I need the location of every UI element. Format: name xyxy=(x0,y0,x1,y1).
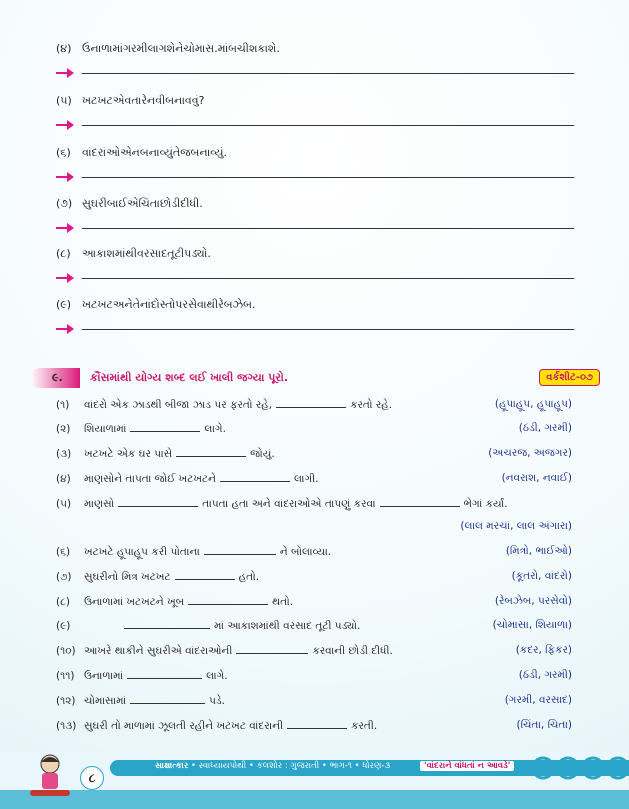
blank-input[interactable] xyxy=(236,644,308,654)
answer-line-4[interactable] xyxy=(56,64,574,76)
section-number-badge: ૯. xyxy=(30,368,80,388)
arrow-right-icon xyxy=(56,269,74,288)
fill-row-8: (૮) ઉનાળામાં ખટખટને ખૂબ થતો. (રેબઝેબ, પરસેવો) xyxy=(56,595,572,608)
section-title: કૌંસમાંથી યોગ્ય શબ્દ લઈ ખાલી જગ્યા પૂરો. xyxy=(90,371,289,384)
arrow-right-icon xyxy=(56,116,74,135)
blank-input[interactable] xyxy=(380,497,460,507)
blank-input[interactable] xyxy=(204,545,276,555)
chapter-title: 'વાંદરાને વાંધતાં ન આવડે' xyxy=(420,761,514,771)
blank-input[interactable] xyxy=(118,497,198,507)
question-8: (૮) આકાશમાંથીવરસાદતૂટીપડ્યો. xyxy=(56,247,211,260)
arrow-right-icon xyxy=(56,168,74,187)
footer-wave xyxy=(0,790,629,809)
fill-row-9: (૯) માં આકાશમાંથી વરસાદ તૂટી પડ્યો. (ચોમાસા, શિયાળા) xyxy=(56,619,572,632)
footer-text: સાક્ષાત્કાર • સ્વાધ્યાયપોથી • કલશોર : ગુજરાતી • ભાગ-૧ • ધોરણ-૩ xyxy=(155,761,391,771)
blank-input[interactable] xyxy=(130,422,200,432)
worksheet-badge: વર્કશીટ-૦૭ xyxy=(539,369,600,386)
question-5: (૫) ખટખટએવતારેનવીબનાવવું? xyxy=(56,94,205,107)
question-7: (૭) સુઘરીબાઈએચિંતાછોડીદીધી. xyxy=(56,197,203,210)
arrow-right-icon xyxy=(56,320,74,339)
fill-row-4: (૪) માણસોને તાપતા જોઈ ખટખટને લાગી. (નવરાશ, નવાઈ) xyxy=(56,472,572,485)
blank-input[interactable] xyxy=(130,694,205,704)
answer-line-8[interactable] xyxy=(56,269,574,281)
answer-line-6[interactable] xyxy=(56,168,574,180)
blank-input[interactable] xyxy=(220,472,290,482)
blank-input[interactable] xyxy=(188,595,268,605)
fill-row-6: (૬) ખટખટે હૂપાહૂપ કરી પોતાના ને બોલાવ્યા. (મિત્રો, ભાઈઓ) xyxy=(56,545,572,558)
question-9: (૯) ખટખટઅનેતેનાંદોસ્તોપરસેવાથીરેબઝેબ. xyxy=(56,298,256,311)
fill-row-2: (૨) શિયાળામાં લાગે. (ઠંડી, ગરમી) xyxy=(56,422,572,435)
fill-row-5: (૫) માણસો તાપતા હતા અને વાંદરાઓએ તાપણું કરવા ભેગાં કર્યાં. xyxy=(56,498,508,510)
arrow-right-icon xyxy=(56,64,74,83)
fill-row-11: (૧૧) ઉનાળામાં લાગે. (ઠંડી, ગરમી) xyxy=(56,669,572,682)
section-header xyxy=(30,368,600,390)
child-illustration-icon xyxy=(20,752,80,802)
answer-line-7[interactable] xyxy=(56,219,574,231)
blank-input[interactable] xyxy=(276,398,346,408)
decorative-rings-icon xyxy=(528,755,628,781)
question-4: (૪) ઉનાળામાંગરમીલાગશેનેચોમાસ.માંબચીશકાશે. xyxy=(56,42,280,55)
blank-input[interactable] xyxy=(176,447,246,457)
blank-input[interactable] xyxy=(175,570,235,580)
question-6: (૬) વાંદરાંઓએનબનાવ્યુંતેજબનાવ્યું. xyxy=(56,146,227,159)
row5-options: (લાલ મરચાં, લાલ અંગારા) xyxy=(460,520,572,532)
fill-row-7: (૭) સુઘરીનો મિત્ર ખટખટ હતો. (કૂતરો, વાંદરો) xyxy=(56,570,572,583)
blank-input[interactable] xyxy=(287,719,347,729)
fill-row-10: (૧૦) આખરે થાકીને સુઘરીએ વાંદરાઓની કરવાની છોડી દીધી. (કદર, ફિકર) xyxy=(56,644,572,657)
fill-row-12: (૧૨) ચોમાસામાં પડે. (ગરમી, વરસાદ) xyxy=(56,694,572,707)
blank-input[interactable] xyxy=(124,619,210,629)
fill-row-13: (૧૩) સુઘરી તો માળામાં ઝૂલતી રહીને ખટખટ વાંદરાની કરતી. (ચિંતા, ચિતા) xyxy=(56,719,572,732)
blank-input[interactable] xyxy=(127,669,202,679)
fill-row-3: (૩) ખટખટે એક ઘર પાસે જોયું. (અચરજ, અજગર) xyxy=(56,447,572,460)
page-number: ૮ xyxy=(80,766,104,790)
fill-row-1: (૧) વાંદરો એક ઝાડથી બીજા ઝાડ પર ફરતો રહે, કરતો રહે. (હૂપાહૂપ, હૂપાહૂપ) xyxy=(56,398,572,411)
answer-line-9[interactable] xyxy=(56,320,574,332)
answer-line-5[interactable] xyxy=(56,116,574,128)
arrow-right-icon xyxy=(56,219,74,238)
